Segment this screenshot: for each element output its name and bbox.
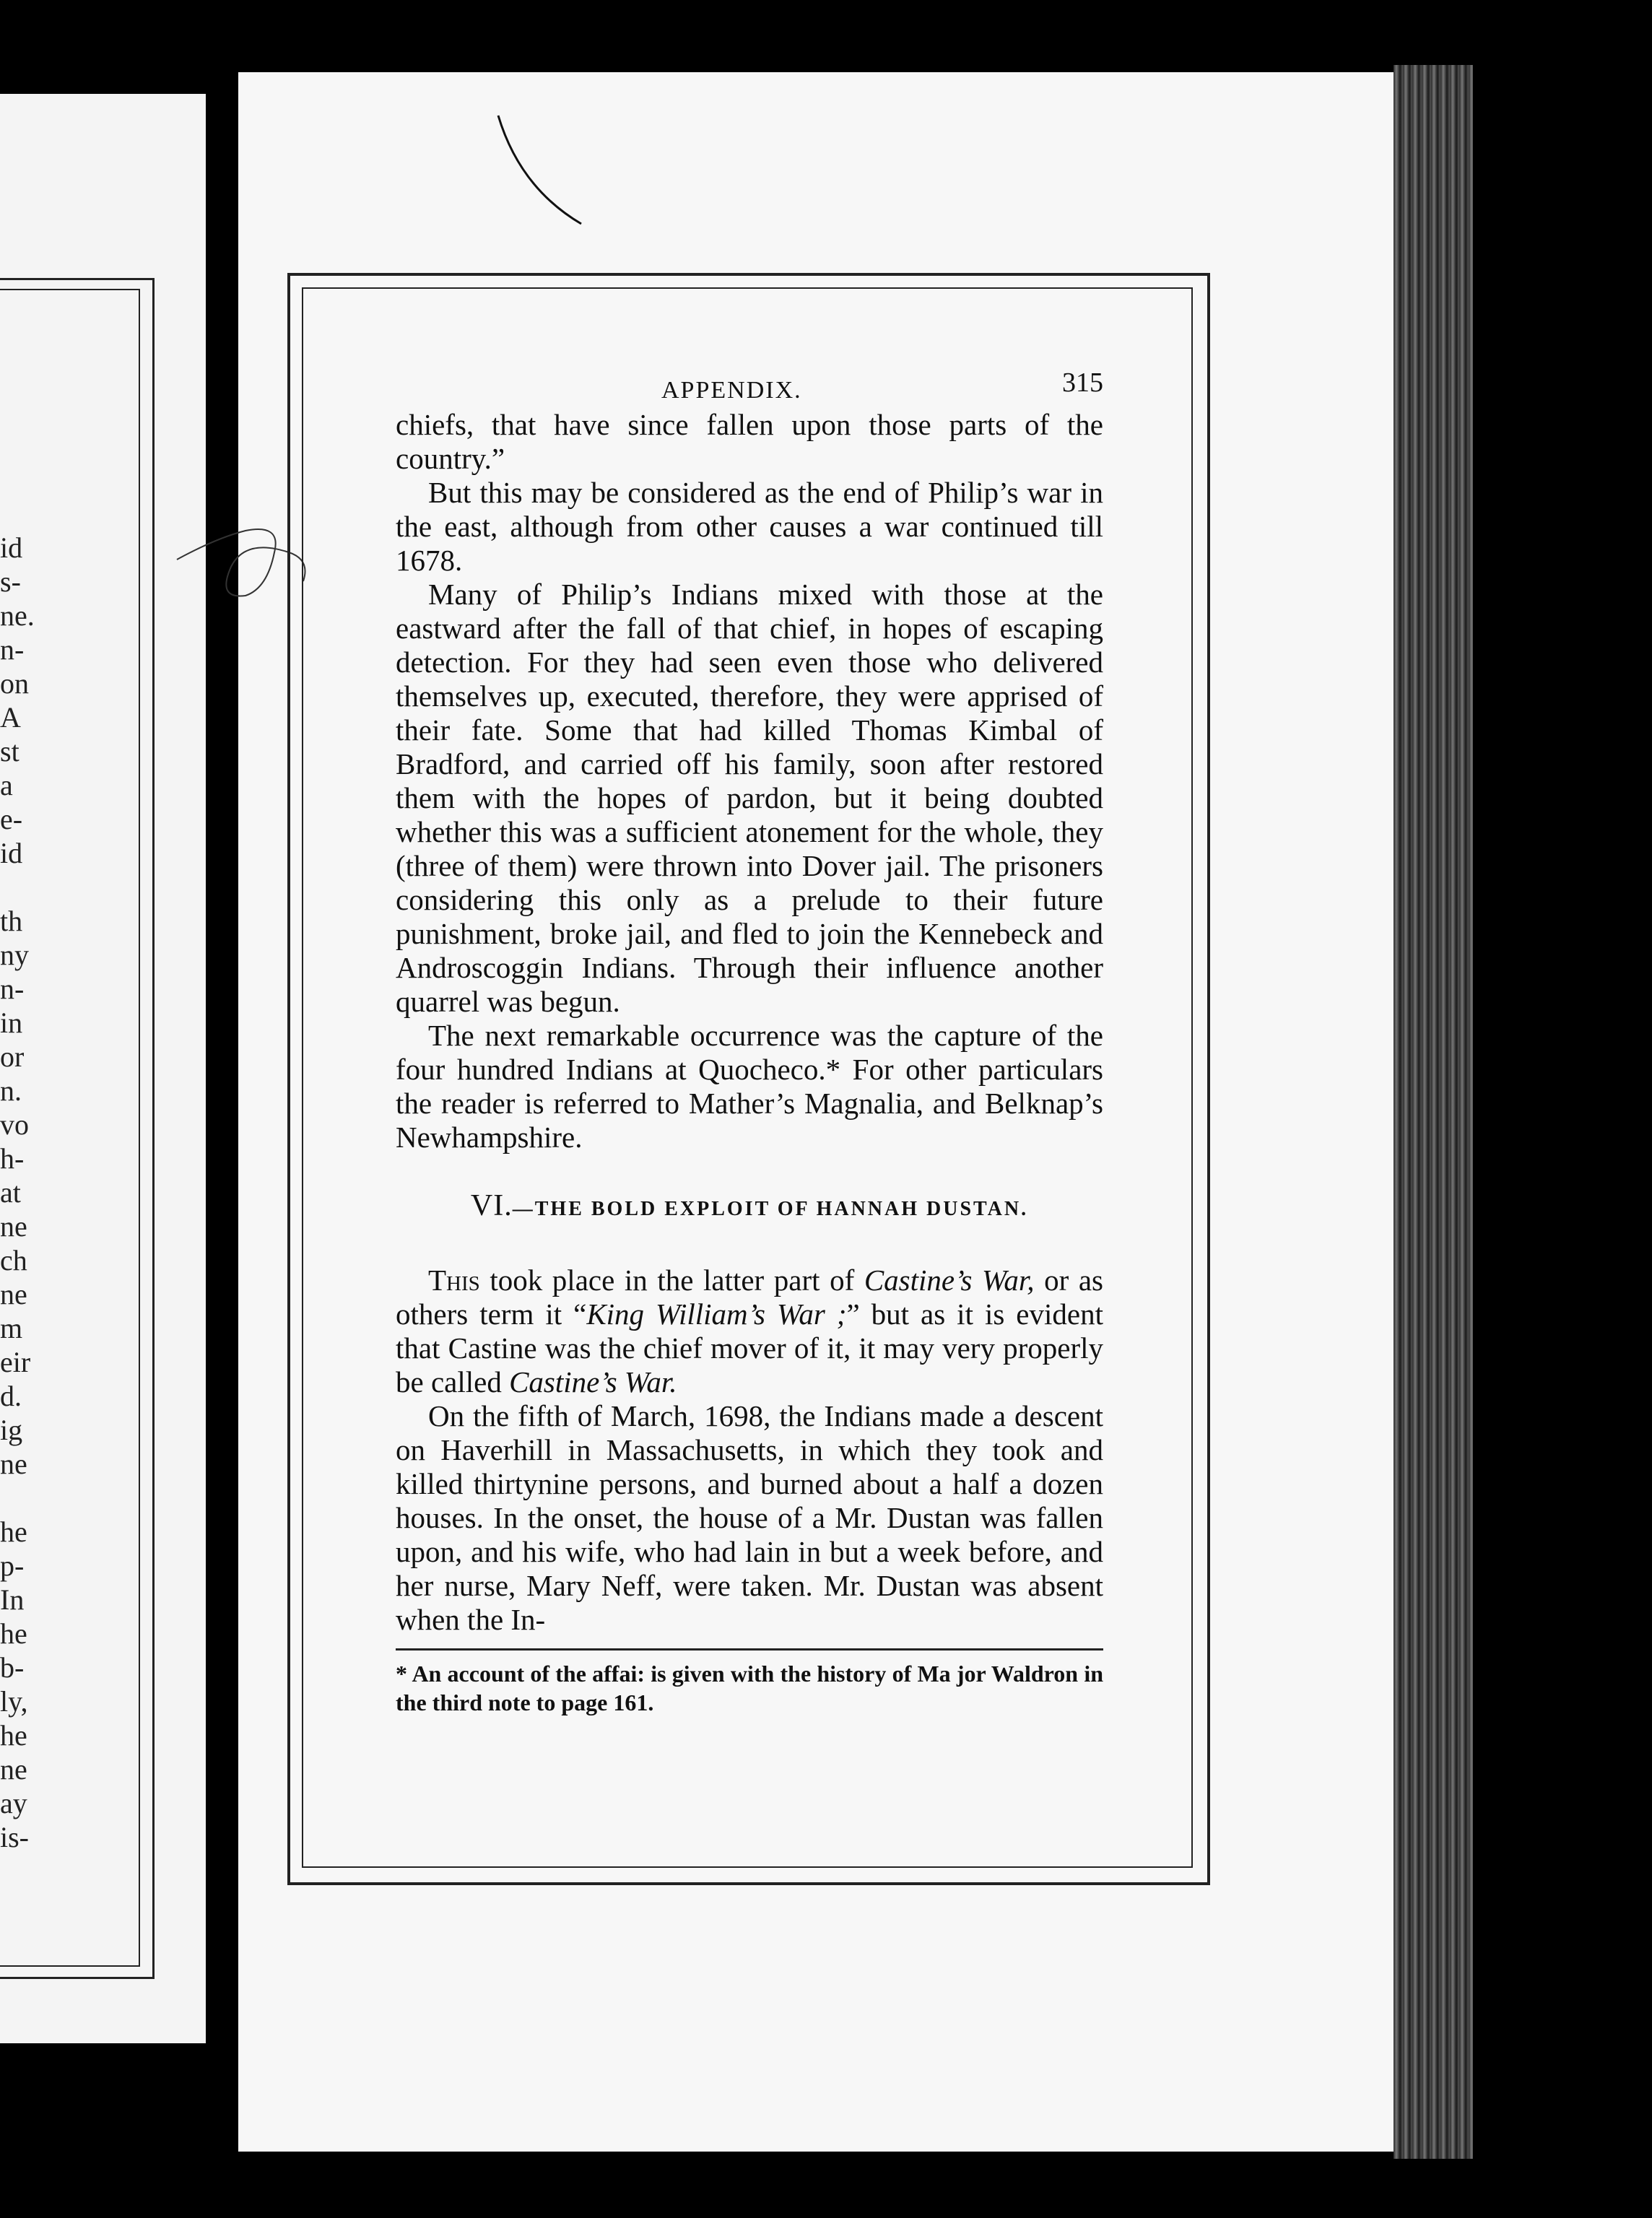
left-page-fragment: p- — [0, 1549, 25, 1582]
left-page-fragment: ne — [0, 1753, 27, 1786]
italic-text: Castine’s War. — [509, 1365, 677, 1399]
left-page-fragment: ay — [0, 1787, 27, 1819]
left-page-fragment — [0, 1481, 22, 1515]
left-page-fragment: he — [0, 1515, 27, 1548]
left-page-fragment: on — [0, 667, 29, 700]
left-page-fragment: in — [0, 1006, 23, 1039]
book-gutter — [206, 94, 238, 2043]
left-page-fragment: th — [0, 905, 23, 937]
footnote-rule — [396, 1648, 1103, 1651]
page-number: 315 — [1062, 368, 1103, 398]
pen-mark-top — [491, 108, 599, 231]
left-page-fragment: he — [0, 1617, 27, 1650]
left-page-fragment: ly, — [0, 1685, 28, 1718]
left-page-fragment: he — [0, 1719, 27, 1752]
left-page-fragment: id — [0, 531, 23, 564]
running-head-title: APPENDIX. — [661, 377, 802, 404]
left-page-fragment — [0, 870, 22, 904]
left-page-fragment: ne — [0, 1210, 27, 1243]
text-run: or as others term it “ — [396, 1264, 1103, 1331]
italic-text: Castine’s War, — [864, 1264, 1035, 1297]
left-page-fragment: ch — [0, 1244, 27, 1277]
text-run: ” but as it is evident that Castine was the chief mover of it, it may very properly be called — [396, 1297, 1103, 1399]
footnote: * An account of the affai: is given with the history of Ma jor Waldron in the third note to page 161. — [396, 1661, 1103, 1715]
left-page-fragment: eir — [0, 1346, 31, 1378]
left-page-fragment: ne. — [0, 599, 35, 632]
paragraph: But this may be considered as the end of Philip’s war in the east, although from other causes a war continued till 1678. — [396, 476, 1103, 577]
paragraph: On the fifth of March, 1698, the Indians made a descent on Haverhill in Massachusetts, in which they took and killed thirtynine persons, and burned about a half a dozen houses. In the onset, the house of a Mr. Dustan was fallen upon, and his wife, who had lain in but a week before, and her nurse, Mary Neff, were taken. Mr. Dustan was absent when the In- — [396, 1399, 1103, 1636]
left-page-fragment: st — [0, 735, 19, 767]
section-number: VI. — [470, 1189, 513, 1222]
left-page-fragment: ny — [0, 939, 29, 971]
left-page-fragment: ig — [0, 1414, 23, 1446]
left-page-text-fragments — [0, 531, 35, 1854]
paragraph: chiefs, that have since fallen upon those parts of the country.” — [396, 408, 1103, 475]
left-page-fragment: ne — [0, 1448, 27, 1480]
left-page-fragment: m — [0, 1312, 23, 1344]
paragraph: The next remarkable occurrence was the capture of the four hundred Indians at Quocheco.* For other particulars the reader is referred to Mather’s Magnalia, and Belknap’s Newhampshire. — [396, 1019, 1103, 1154]
left-page-fragment: at — [0, 1176, 21, 1209]
left-page-fragment: s- — [0, 565, 21, 598]
page-text-block — [396, 357, 1103, 1717]
left-page-fragment: A — [0, 701, 21, 734]
left-page-fragment: e- — [0, 803, 23, 835]
left-page-fragment: d. — [0, 1380, 22, 1412]
section-heading — [396, 1189, 1103, 1226]
left-page-fragment: vo — [0, 1108, 29, 1141]
page-edges — [1394, 65, 1473, 2159]
section-title: —THE BOLD EXPLOIT OF HANNAH DUSTAN. — [512, 1198, 1029, 1220]
left-page-fragment: id — [0, 837, 23, 869]
left-page-fragment: b- — [0, 1651, 25, 1684]
paragraph — [396, 1264, 1103, 1399]
italic-text: King William’s War ; — [586, 1297, 847, 1331]
left-page-fragment: n. — [0, 1074, 22, 1107]
left-facing-page — [0, 94, 206, 2043]
left-page-fragment: h- — [0, 1142, 25, 1175]
left-page-fragment: or — [0, 1040, 25, 1073]
left-page-fragment: In — [0, 1583, 25, 1616]
left-page-fragment: n- — [0, 973, 25, 1005]
paragraph: Many of Philip’s Indians mixed with those at the eastward after the fall of that chief, in hopes of escaping detection. For they had seen even those who delivered themselves up, executed, therefore, they were apprised of their fate. Some that had killed Thomas Kimbal of Bradford, and carried off his family, soon after restored them with the hopes of pardon, but it being doubted whether this was a sufficient atonement for the whole, they (three of them) were thrown into Dover jail. The prisoners considering this only as a prelude to their future punishment, broke jail, and fled to join the Kennebeck and Androscoggin Indians. Through their influence another quarrel was begun. — [396, 578, 1103, 1018]
left-page-fragment: ne — [0, 1278, 27, 1310]
left-page-fragment: is- — [0, 1821, 29, 1853]
left-page-fragment: n- — [0, 633, 25, 666]
left-page-fragment: a — [0, 769, 13, 801]
text-run: took place in the latter part of — [479, 1264, 864, 1297]
small-caps-opening: This — [428, 1264, 480, 1297]
running-head — [396, 357, 1103, 408]
